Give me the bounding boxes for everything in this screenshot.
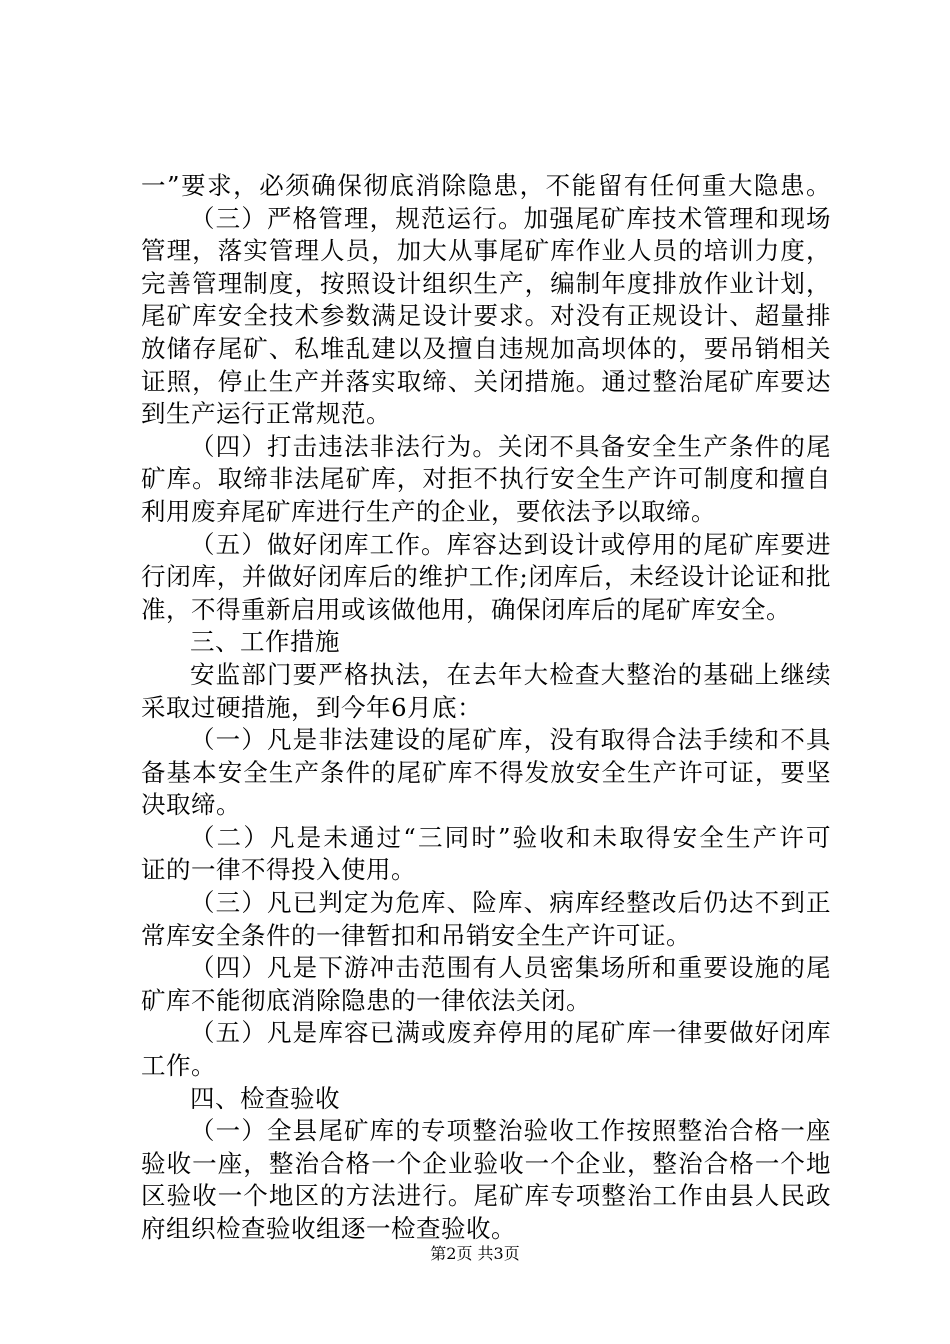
text-line: 验收一座，整治合格一个企业验收一个企业，整治合格一个地 (141, 1148, 831, 1178)
text-line: （一）凡是非法建设的尾矿库，没有取得合法手续和不具 (190, 725, 831, 755)
text-line: 到生产运行正常规范。 (141, 399, 391, 429)
text-line: （三）严格管理，规范运行。加强尾矿库技术管理和现场 (190, 203, 831, 233)
text-line: （四）凡是下游冲击范围有人员密集场所和重要设施的尾 (190, 953, 831, 983)
text-line: 利用废弃尾矿库进行生产的企业，要依法予以取缔。 (141, 496, 716, 526)
text-line: 决取缔。 (141, 790, 241, 820)
text-line: 工作。 (141, 1051, 216, 1081)
text-line: 行闭库，并做好闭库后的维护工作;闭库后，未经设计论证和批 (141, 562, 831, 592)
text-line: 备基本安全生产条件的尾矿库不得发放安全生产许可证，要坚 (141, 757, 831, 787)
document-body (141, 170, 831, 1246)
text-line: 准，不得重新启用或该做他用，确保闭库后的尾矿库安全。 (141, 594, 791, 624)
text-line: （五）凡是库容已满或废弃停用的尾矿库一律要做好闭库 (190, 1018, 831, 1048)
text-line: 区验收一个地区的方法进行。尾矿库专项整治工作由县人民政 (141, 1181, 831, 1211)
text-line: （三）凡已判定为危库、险库、病库经整改后仍达不到正 (190, 888, 831, 918)
page-number-label: 第2页 共3页 (430, 1244, 520, 1263)
text-line: 一”要求，必须确保彻底消除隐患，不能留有任何重大隐患。 (141, 171, 831, 200)
text-line: 府组织检查验收组逐一检查验收。 (141, 1214, 516, 1243)
text-line: 完善管理制度，按照设计组织生产，编制年度排放作业计划， (141, 268, 831, 298)
text-line: 证照，停止生产并落实取缔、关闭措施。通过整治尾矿库要达 (141, 366, 831, 396)
text-line: 安监部门要严格执法，在去年大检查大整治的基础上继续 (190, 659, 831, 689)
text-line: （一）全县尾矿库的专项整治验收工作按照整治合格一座 (190, 1116, 831, 1146)
text-line: （五）做好闭库工作。库容达到设计或停用的尾矿库要进 (190, 529, 831, 559)
text-line: （四）打击违法非法行为。关闭不具备安全生产条件的尾 (190, 431, 831, 461)
text-line: 四、检查验收 (190, 1083, 340, 1113)
text-line: 采取过硬措施，到今年6月底： (141, 692, 483, 722)
text-line: 常库安全条件的一律暂扣和吊销安全生产许可证。 (141, 920, 691, 950)
text-line: 证的一律不得投入使用。 (141, 855, 416, 885)
page-footer (0, 1244, 950, 1264)
text-line: 尾矿库安全技术参数满足设计要求。对没有正规设计、超量排 (141, 301, 831, 331)
text-line: 三、工作措施 (190, 627, 340, 657)
text-line: （二）凡是未通过“三同时”验收和未取得安全生产许可 (190, 822, 831, 852)
text-line: 矿库。取缔非法尾矿库，对拒不执行安全生产许可制度和擅自 (141, 464, 831, 494)
text-line: 管理，落实管理人员，加大从事尾矿库作业人员的培训力度， (141, 236, 831, 266)
text-line: 矿库不能彻底消除隐患的一律依法关闭。 (141, 985, 591, 1015)
text-line: 放储存尾矿、私堆乱建以及擅自违规加高坝体的，要吊销相关 (141, 333, 831, 363)
